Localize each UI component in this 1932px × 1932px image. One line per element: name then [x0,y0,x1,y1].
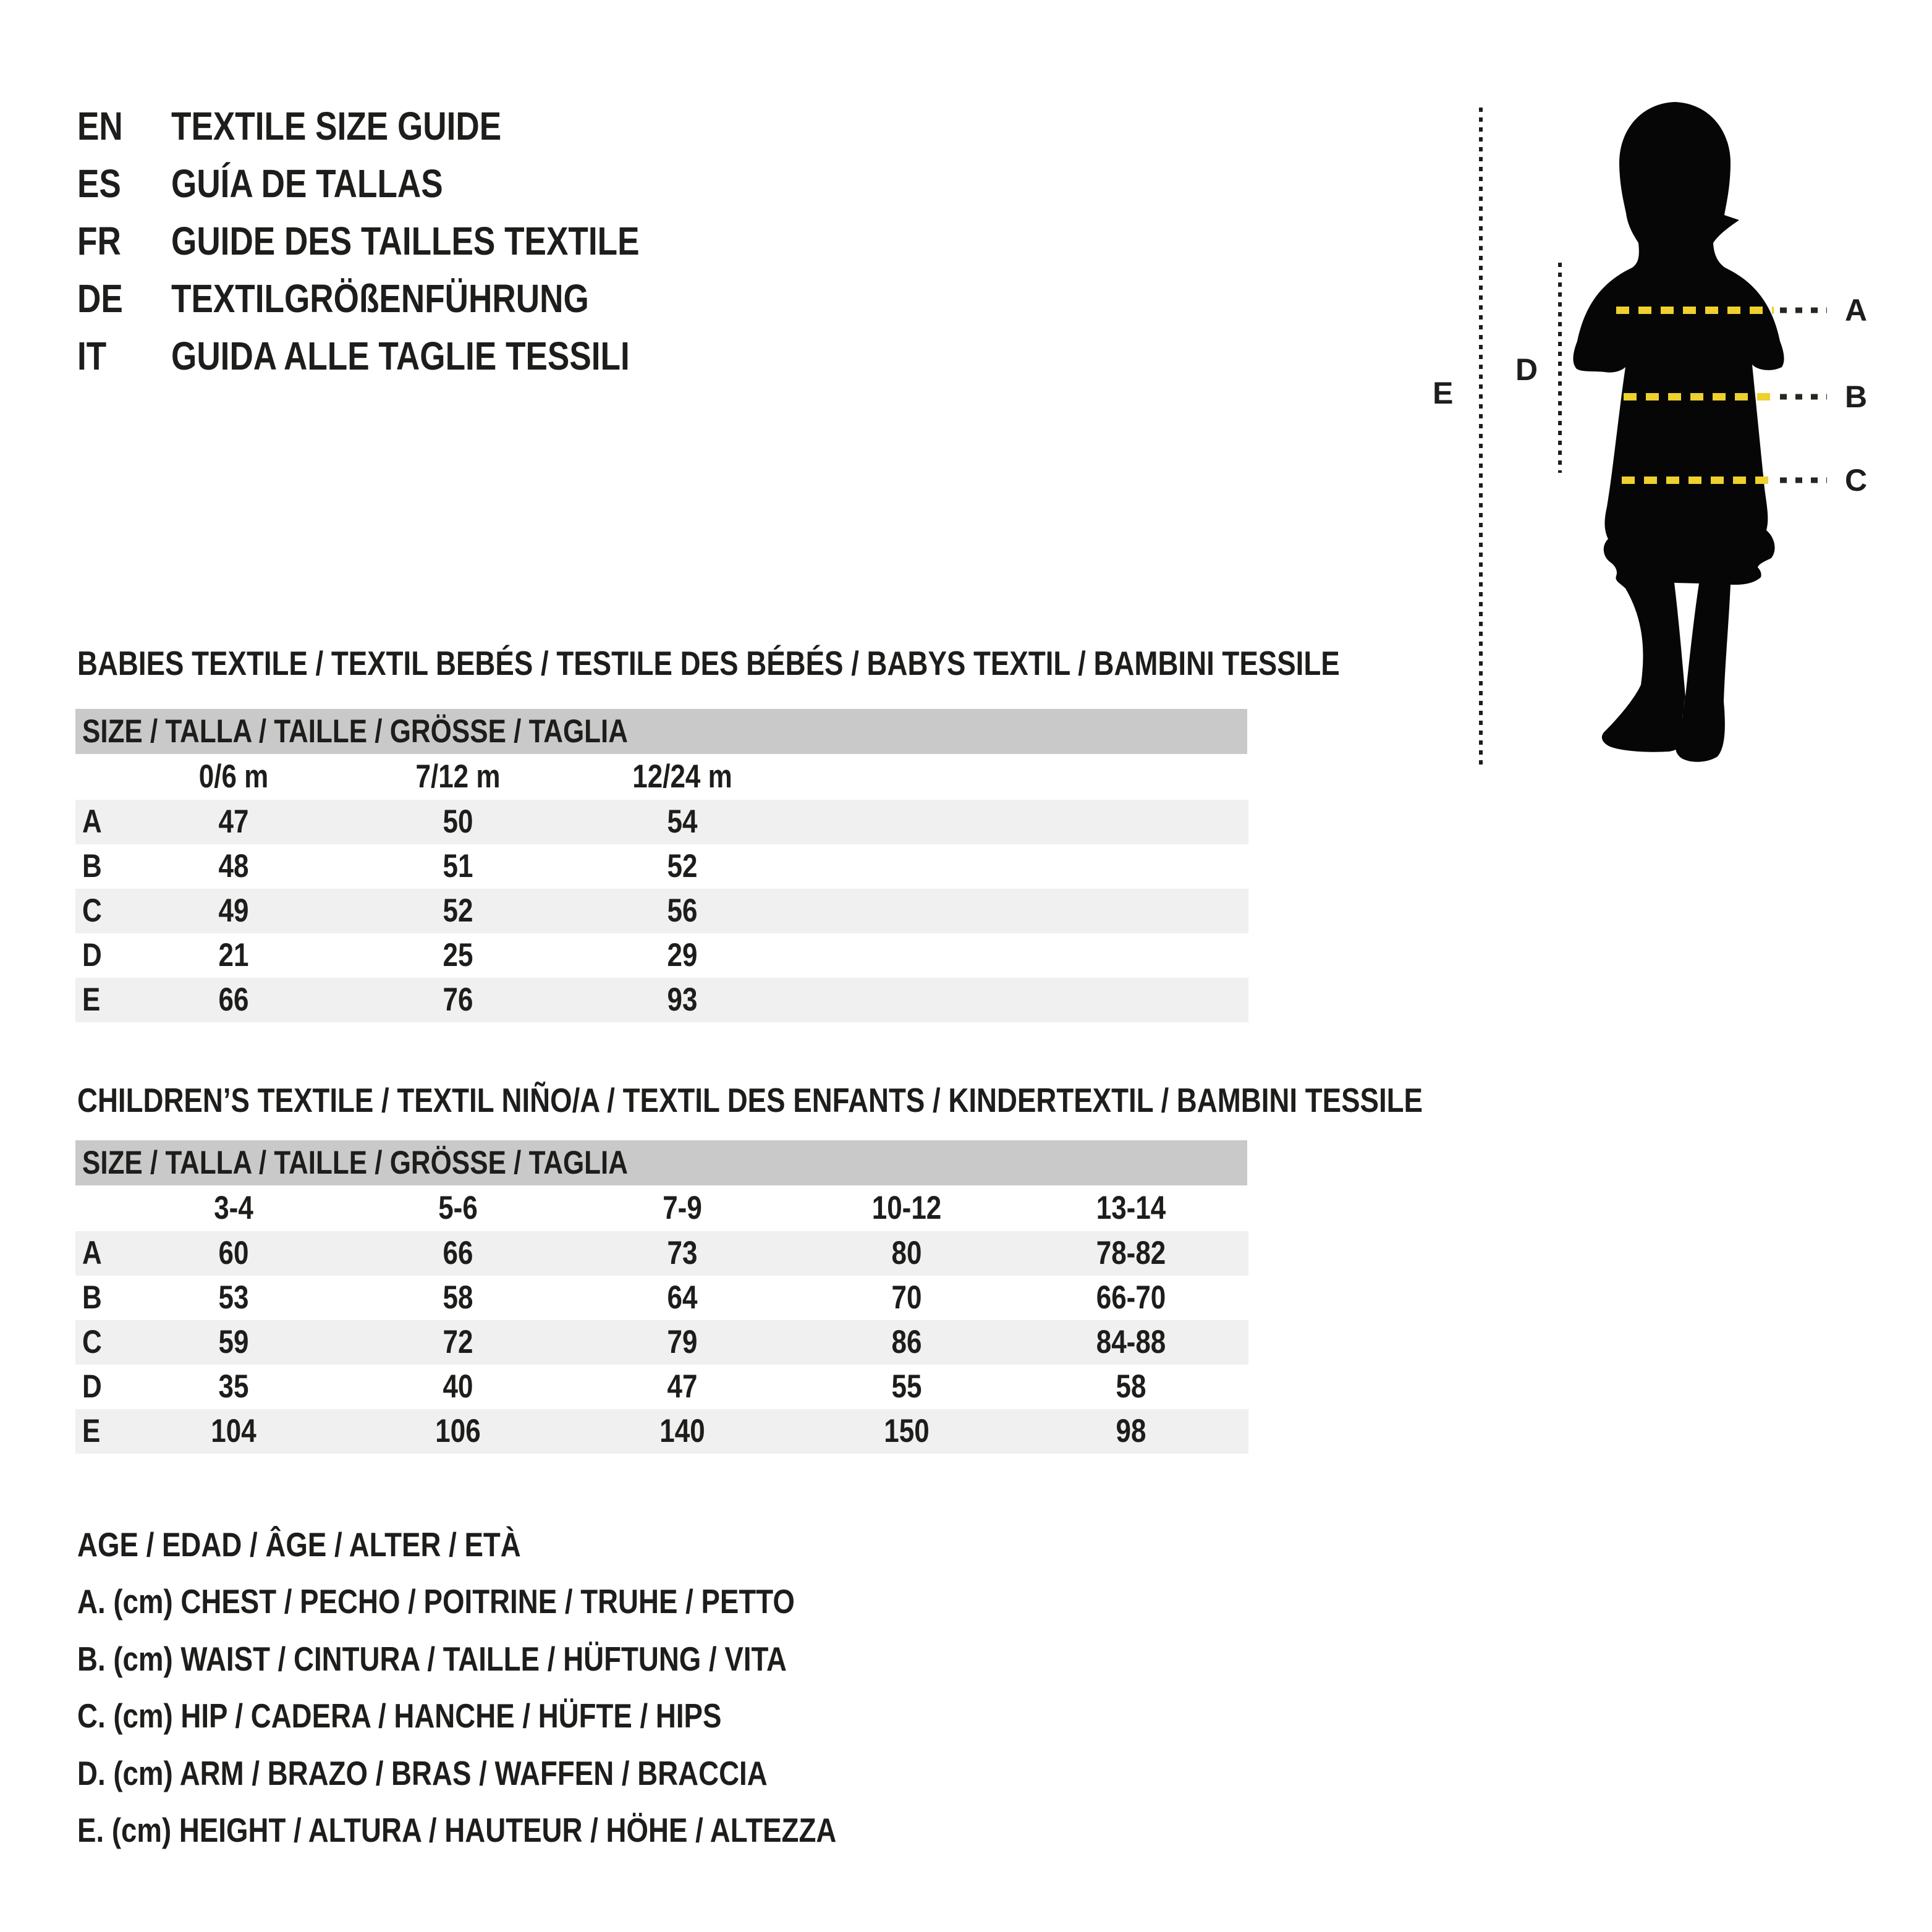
babies-column-header-row [75,754,1248,800]
table-cell: 47 [667,1368,698,1405]
column-header: 3-4 [214,1190,253,1226]
hip-label-c: C [1845,463,1868,498]
language-row-it [77,328,735,385]
language-title-list [77,98,735,385]
column-header: 13-14 [1096,1190,1166,1226]
table-cell: 93 [667,981,698,1018]
measurement-diagram [1409,93,1932,803]
children-size-bar: SIZE / TALLA / TAILLE / GRÖSSE / TAGLIA [75,1140,1247,1185]
table-cell: 80 [891,1235,922,1271]
language-code: IT [77,334,107,378]
language-row-de [77,270,735,328]
table-cell: 51 [443,848,473,884]
column-header: 7/12 m [415,758,501,795]
table-cell: 84-88 [1096,1324,1166,1360]
table-cell: 98 [1116,1413,1146,1449]
column-header: 5-6 [438,1190,478,1226]
table-cell: 79 [667,1324,698,1360]
table-cell: 53 [218,1279,249,1316]
language-code: ES [77,161,121,206]
column-header: 12/24 m [632,758,732,795]
table-cell: 55 [891,1368,922,1405]
table-cell: 59 [218,1324,249,1360]
legend-hip-line: C. (cm) HIP / CADERA / HANCHE / HÜFTE / HIPS [77,1697,722,1735]
table-cell: 73 [667,1235,698,1271]
row-label: A [82,803,102,840]
language-title: TEXTILGRÖßENFÜHRUNG [171,276,589,321]
table-row-e [75,1409,1248,1454]
child-silhouette [1573,102,1784,762]
language-row-es [77,155,735,213]
language-title: GUIDA ALLE TAGLIE TESSILI [171,334,630,378]
table-cell: 66 [218,981,249,1018]
table-cell: 40 [443,1368,473,1405]
table-row-c [75,1320,1248,1365]
table-cell: 66 [443,1235,473,1271]
table-row-b [75,844,1248,889]
table-row-a [75,1231,1248,1276]
height-label-e: E [1433,376,1454,410]
table-row-d [75,1365,1248,1409]
table-cell: 52 [667,848,698,884]
table-row-b [75,1276,1248,1320]
row-label: E [82,1413,101,1449]
language-code: DE [77,276,123,321]
table-cell: 72 [443,1324,473,1360]
language-title: GUIDE DES TAILLES TEXTILE [171,219,640,263]
legend-waist-line: B. (cm) WAIST / CINTURA / TAILLE / HÜFTUNG / VITA [77,1640,787,1678]
row-label: B [82,1279,102,1316]
language-code: EN [77,104,123,148]
babies-section-heading: BABIES TEXTILE / TEXTIL BEBÉS / TESTILE DES BÉBÉS / BABYS TEXTIL / BAMBINI TESSILE [77,644,1340,682]
table-row-a [75,800,1248,844]
table-cell: 29 [667,937,698,973]
legend-height-line: E. (cm) HEIGHT / ALTURA / HAUTEUR / HÖHE / ALTEZZA [77,1811,837,1849]
column-header: 10-12 [871,1190,942,1226]
table-cell: 78-82 [1096,1235,1166,1271]
table-cell: 48 [218,848,249,884]
table-cell: 25 [443,937,473,973]
arm-label-d: D [1515,352,1539,387]
table-cell: 106 [435,1413,481,1449]
chest-label-a: A [1845,293,1868,328]
language-row-en [77,98,735,155]
row-label: A [82,1235,102,1271]
row-label: E [82,981,101,1018]
table-cell: 60 [218,1235,249,1271]
table-cell: 104 [211,1413,256,1449]
table-cell: 35 [218,1368,249,1405]
row-label: C [82,892,102,929]
row-label: B [82,848,102,884]
legend-chest-line: A. (cm) CHEST / PECHO / POITRINE / TRUHE / PETTO [77,1582,795,1621]
table-cell: 66-70 [1096,1279,1166,1316]
language-title: GUÍA DE TALLAS [171,161,443,206]
legend-arm-line: D. (cm) ARM / BRAZO / BRAS / WAFFEN / BRACCIA [77,1754,768,1792]
table-cell: 64 [667,1279,698,1316]
table-cell: 76 [443,981,473,1018]
table-cell: 58 [443,1279,473,1316]
table-row-e [75,978,1248,1022]
row-label: C [82,1324,102,1360]
table-cell: 54 [667,803,698,840]
table-cell: 70 [891,1279,922,1316]
table-cell: 150 [884,1413,930,1449]
row-label: D [82,1368,102,1405]
table-cell: 140 [659,1413,705,1449]
table-cell: 58 [1116,1368,1146,1405]
children-column-header-row [75,1185,1248,1231]
children-section-heading: CHILDREN’S TEXTILE / TEXTIL NIÑO/A / TEXTIL DES ENFANTS / KINDERTEXTIL / BAMBINI TESSILE [77,1081,1423,1119]
table-cell: 50 [443,803,473,840]
table-cell: 56 [667,892,698,929]
table-cell: 86 [891,1324,922,1360]
legend-age-line: AGE / EDAD / ÂGE / ALTER / ETÀ [77,1525,521,1564]
table-row-d [75,933,1248,978]
babies-size-bar: SIZE / TALLA / TAILLE / GRÖSSE / TAGLIA [75,709,1247,754]
language-code: FR [77,219,121,263]
column-header: 7-9 [663,1190,702,1226]
column-header: 0/6 m [198,758,269,795]
table-row-c [75,889,1248,933]
waist-label-b: B [1845,379,1868,414]
table-cell: 52 [443,892,473,929]
table-cell: 21 [218,937,249,973]
row-label: D [82,937,102,973]
language-title: TEXTILE SIZE GUIDE [171,104,502,148]
table-cell: 47 [218,803,249,840]
language-row-fr [77,213,735,270]
table-cell: 49 [218,892,249,929]
